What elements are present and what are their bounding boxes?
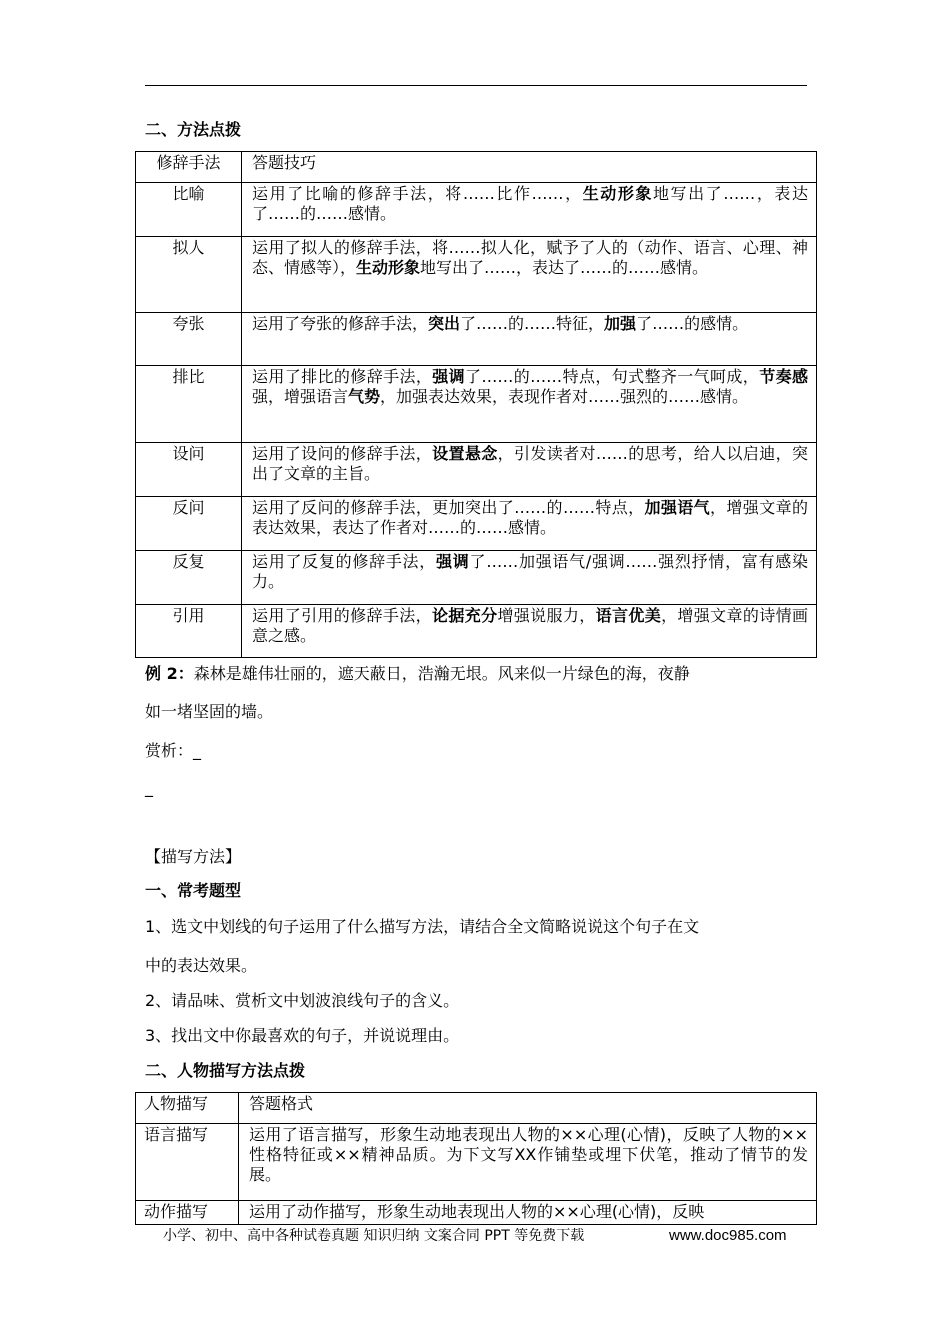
key-phrase: 生动形象 [356, 258, 421, 277]
section-character-method: 二、人物描写方法点拨 [145, 1061, 306, 1080]
technique-text [242, 551, 817, 605]
example2-label: 例 2： [145, 664, 194, 683]
text-segment: 运用了反复的修辞手法， [252, 552, 437, 571]
table-row [136, 1201, 817, 1225]
description-name: 语言描写 [136, 1124, 239, 1201]
page-footer [163, 1227, 787, 1245]
device-name: 拟人 [136, 237, 242, 313]
format-text: 运用了动作描写，形象生动地表现出人物的××心理(心情)，反映 [239, 1201, 817, 1225]
text-segment: 地写出了……，表达了……的……感情。 [420, 258, 709, 277]
example2-line1 [145, 663, 690, 685]
technique-text [242, 443, 817, 497]
technique-text [242, 237, 817, 313]
key-phrase: 突出 [428, 314, 461, 333]
key-phrase: 强调 [432, 367, 466, 386]
technique-text [242, 366, 817, 443]
key-phrase: 论据充分 [431, 606, 498, 625]
table-row [136, 443, 817, 497]
example2-line2: 如一堵坚固的墙。 [145, 702, 274, 721]
technique-text [242, 497, 817, 551]
footer-url: www.doc985.com [669, 1227, 787, 1244]
key-phrase: 生动形象 [582, 184, 653, 203]
key-phrase: 设置悬念 [432, 444, 498, 463]
text-segment: ，引发读者对……的思考，给人以启迪，突出了文章的主旨。 [252, 444, 808, 483]
text-segment: 运用了夸张的修辞手法， [252, 314, 429, 333]
device-name: 反问 [136, 497, 242, 551]
technique-text [242, 605, 817, 658]
text-segment: 运用了引用的修辞手法， [252, 606, 432, 625]
key-phrase: 加强 [604, 314, 637, 333]
text-segment: 了……的……特征， [460, 314, 605, 333]
key-phrase: 节奏感 [759, 367, 808, 386]
header-cell-device: 修辞手法 [136, 152, 242, 183]
header-cell-description: 人物描写 [136, 1093, 239, 1124]
text-segment: 运用了拟人的修辞手法，将……拟人化，赋予了人的（动作、语言、心理、神态、情感等）， [252, 238, 808, 277]
device-name: 反复 [136, 551, 242, 605]
key-phrase: 语言优美 [595, 606, 662, 625]
technique-text [242, 313, 817, 366]
example2-text: 森林是雄伟壮丽的，遮天蔽日，浩瀚无垠。风来似一片绿色的海，夜静 [193, 664, 690, 683]
text-segment: 运用了比喻的修辞手法，将……比作……， [252, 184, 583, 203]
table-row [136, 1124, 817, 1201]
text-segment: ，加强表达效果，表现作者对……强烈的……感情。 [380, 387, 749, 406]
text-segment: ，增强文章的诗情画意之感。 [252, 606, 808, 645]
section-title-method: 二、方法点拨 [145, 120, 242, 139]
rhetoric-table [135, 151, 817, 658]
description-heading: 【描写方法】 [145, 847, 242, 866]
table-row [136, 366, 817, 443]
question-1-line2: 中的表达效果。 [145, 956, 258, 975]
device-name: 设问 [136, 443, 242, 497]
table-row [136, 605, 817, 658]
question-3: 3、找出文中你最喜欢的句子，并说说理由。 [145, 1026, 460, 1045]
table-row [136, 551, 817, 605]
section-common-questions: 一、常考题型 [145, 881, 242, 900]
table-row [136, 497, 817, 551]
device-name: 排比 [136, 366, 242, 443]
question-1-line1: 1、选文中划线的句子运用了什么描写方法，请结合全文简略说说这个句子在文 [145, 917, 700, 936]
table-row [136, 237, 817, 313]
answer-blank: _ [145, 778, 153, 797]
text-segment: 了……的感情。 [636, 314, 749, 333]
device-name: 引用 [136, 605, 242, 658]
table-header-row [136, 152, 817, 183]
table-row [136, 183, 817, 237]
character-table [135, 1092, 817, 1225]
table-row [136, 313, 817, 366]
key-phrase: 气势 [348, 387, 381, 406]
header-cell-format: 答题格式 [239, 1093, 817, 1124]
text-segment: 运用了排比的修辞手法， [252, 367, 433, 386]
technique-text [242, 183, 817, 237]
text-segment: 运用了反问的修辞手法，更加突出了……的……特点， [252, 498, 645, 517]
question-2: 2、请品味、赏析文中划波浪线句子的含义。 [145, 991, 460, 1010]
text-segment: ，增强文章的表达效果，表达了作者对……的……感情。 [252, 498, 808, 537]
key-phrase: 强调 [436, 552, 470, 571]
appreciation-prompt: 赏析：_ [145, 741, 202, 760]
header-cell-technique: 答题技巧 [242, 152, 817, 183]
text-segment: 了……的……特点，句式整齐一气呵成， [465, 367, 760, 386]
device-name: 夸张 [136, 313, 242, 366]
key-phrase: 加强语气 [644, 498, 711, 517]
format-text: 运用了语言描写，形象生动地表现出人物的××心理(心情)，反映了人物的××性格特征或××精神品质。为下文写XX作铺垫或埋下伏笔，推动了情节的发展。 [239, 1124, 817, 1201]
table-header-row [136, 1093, 817, 1124]
text-segment: 地写出了……，表达了……的……感情。 [252, 184, 808, 223]
device-name: 比喻 [136, 183, 242, 237]
text-segment: 了……加强语气/强调……强烈抒情，富有感染力。 [252, 552, 808, 591]
description-name: 动作描写 [136, 1201, 239, 1225]
text-segment: 增强说服力， [497, 606, 596, 625]
footer-text: 小学、初中、高中各种试卷真题 知识归纳 文案合同 PPT 等免费下载 [163, 1228, 585, 1244]
header-rule [145, 85, 807, 86]
text-segment: 强，增强语言 [252, 387, 349, 406]
text-segment: 运用了设问的修辞手法， [252, 444, 433, 463]
